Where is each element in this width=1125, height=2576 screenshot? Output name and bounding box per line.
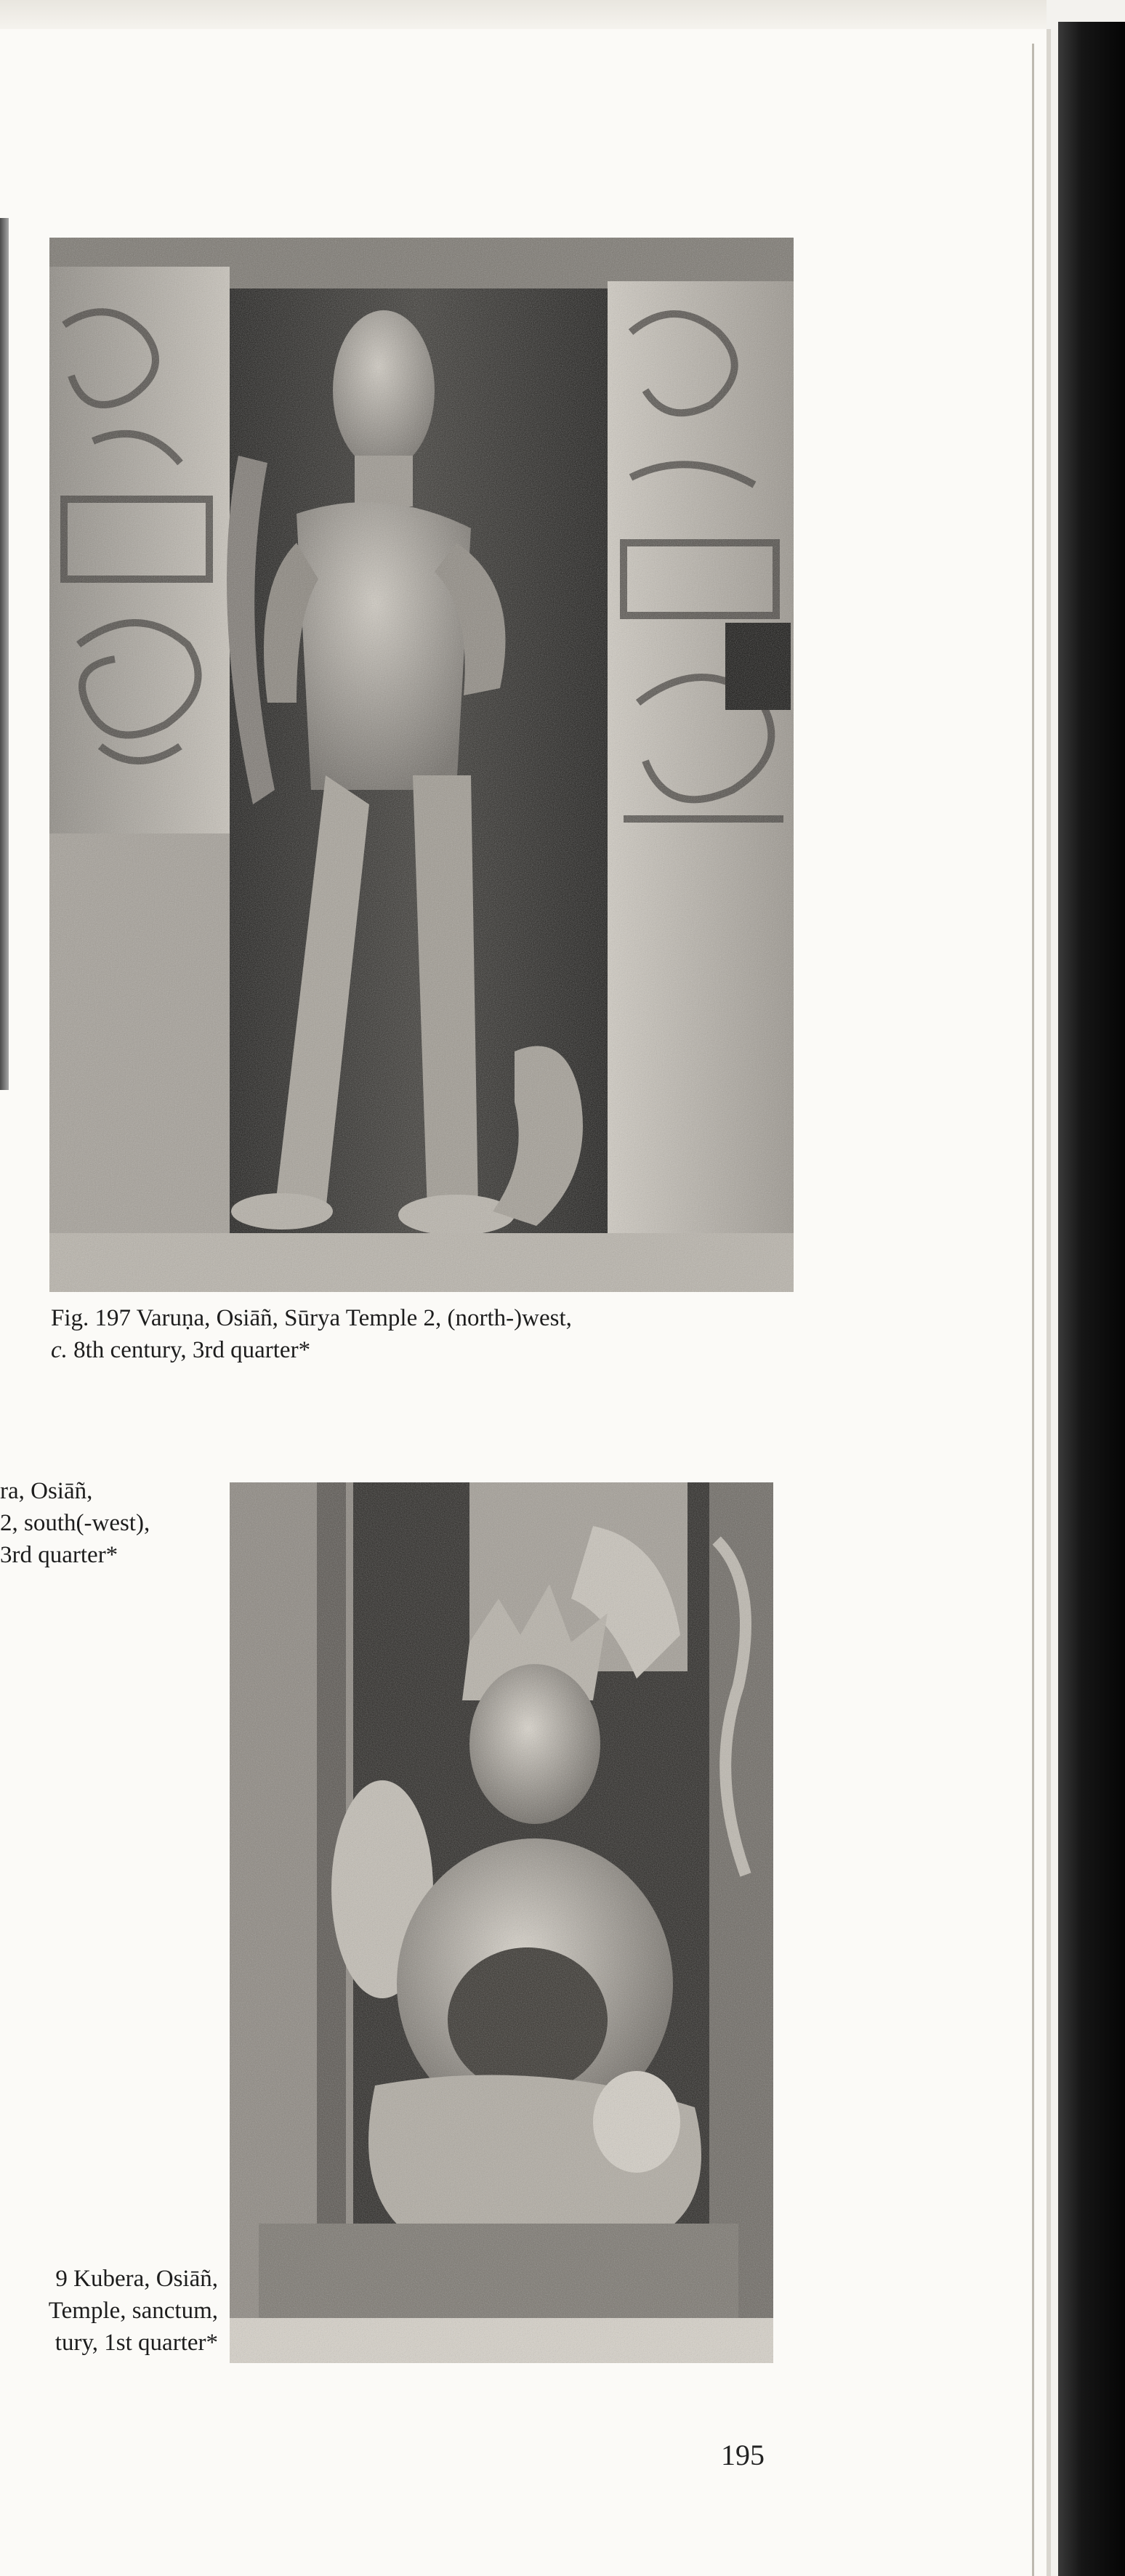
caption-date: 8th century, 3rd quarter* bbox=[67, 1337, 311, 1363]
caption-fragment-line-1: ra, Osiāñ, bbox=[0, 1478, 93, 1504]
caption-fragment-line-2: 2, south(-west), bbox=[0, 1510, 150, 1536]
page-number: 195 bbox=[721, 2439, 765, 2471]
figure-197-caption bbox=[51, 1302, 572, 1366]
page-gutter-line bbox=[1032, 44, 1034, 2576]
adjacent-photo-edge bbox=[0, 218, 9, 1090]
caption-fragment-line-3: tury, 1st quarter* bbox=[55, 2330, 218, 2356]
scan-top-edge bbox=[0, 0, 1047, 30]
kubera-sculpture-image bbox=[230, 1482, 773, 2363]
caption-line-2 bbox=[51, 1334, 572, 1366]
caption-circa: c. bbox=[51, 1337, 68, 1363]
caption-fragment-line-1: 9 Kubera, Osiāñ, bbox=[55, 2266, 218, 2292]
caption-fragment-line-3: 3rd quarter* bbox=[0, 1542, 118, 1568]
caption-fragment-line-2: Temple, sanctum, bbox=[48, 2298, 218, 2324]
varuna-sculpture-image bbox=[49, 238, 794, 1292]
figure-199-caption-fragment bbox=[0, 2263, 218, 2359]
figure-199-photo bbox=[230, 1482, 773, 2363]
figure-197-photo bbox=[49, 238, 794, 1292]
book-binding-shadow bbox=[1058, 22, 1125, 2576]
figure-198-caption-fragment bbox=[0, 1475, 150, 1571]
caption-line-1: Fig. 197 Varuṇa, Osiāñ, Sūrya Temple 2, (north-)west, bbox=[51, 1305, 572, 1331]
